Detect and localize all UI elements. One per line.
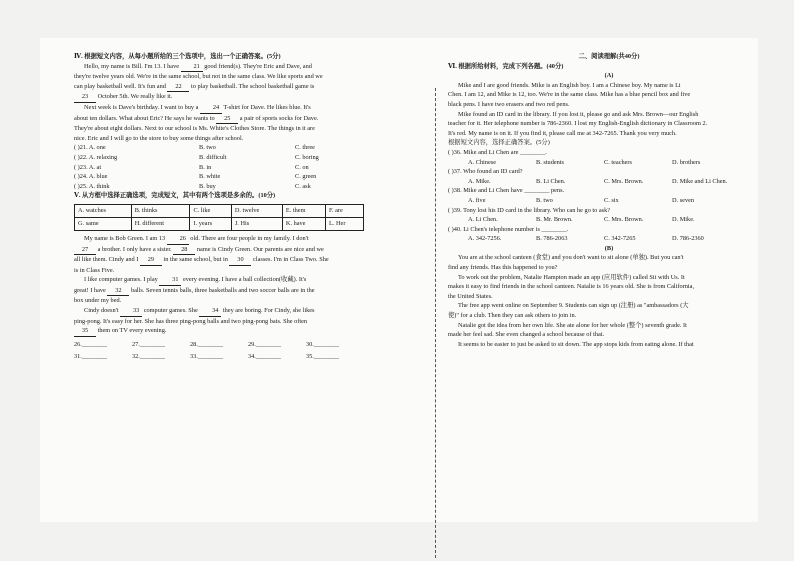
options-40	[448, 234, 770, 244]
passage-a-2	[448, 110, 770, 139]
passage-line: teacher for it. Her telephone number is 786-2360. I lost my English-English dictionary in Classroom 2.	[448, 120, 708, 128]
passage-line: You are at the school canteen (食堂) and you don't want to sit alone (单独). But you can't	[458, 254, 684, 262]
options-39	[448, 215, 770, 225]
passage-b-5	[448, 340, 770, 350]
passage-b-label: (B)	[604, 244, 614, 252]
answer-row-26-30	[74, 340, 404, 350]
option[interactable]: B. 786-2063	[536, 235, 568, 243]
option[interactable]: C. Mrs. Brown.	[604, 216, 644, 224]
passage-line: 使)" for a club. Then they can ask others to join in.	[448, 312, 577, 320]
word-option: G. same	[75, 217, 132, 230]
part-2-title: 二、阅读理解(共40分)	[578, 53, 640, 60]
passage-line: They're about eight dollars. Next to our school is Ms. White's Clothes Store. The things in it are	[74, 125, 315, 133]
passage-line: I like computer games. I play 31 every evening. I have a ball collection(收藏). It's	[74, 275, 404, 286]
word-option: K. have	[282, 217, 325, 230]
passage-line: can play basketball well. It's fun and 22 to play basketball. The school basketball game is	[74, 82, 404, 93]
answer-blank[interactable]: 34.________	[248, 353, 282, 361]
option[interactable]: C. Mrs. Brown.	[604, 177, 644, 185]
option[interactable]: A. 342-7256.	[468, 235, 502, 243]
options-36	[448, 158, 770, 168]
passage-line: Cindy doesn't 33 computer games. She 34 they are boring. For Cindy, she likes	[74, 306, 404, 317]
passage-b-3	[448, 301, 770, 320]
word-option: E. them	[282, 204, 325, 217]
exam-page	[40, 38, 758, 522]
word-option: B. thinks	[131, 204, 190, 217]
passage-line: 35 them on TV every evening.	[74, 326, 404, 337]
option[interactable]: D. Mike and Li Chen.	[672, 177, 728, 185]
passage-line: It seems to be easier to just be asked to sit down. The app stops kids from eating alone. If that	[458, 340, 694, 348]
option[interactable]: B. students	[536, 158, 564, 166]
question-21[interactable]: ( )21. A. one B. two C. three	[74, 144, 315, 152]
option[interactable]: C. 342-7265	[604, 235, 636, 243]
passage-line: is in Class Five.	[74, 266, 115, 274]
passage-line: It's red. My name is on it. If you find it, please call me at 342-7265. Thank you very much.	[448, 129, 677, 137]
question-38[interactable]: ( )38. Mike and Li Chen have ________ pens.	[448, 187, 565, 195]
answer-blank[interactable]: 28.________	[190, 340, 224, 348]
answer-row-31-35	[74, 352, 404, 362]
word-option: D. twelve	[231, 204, 282, 217]
passage-line: Next week is Dave's birthday. I want to buy a 24 T-shirt for Dave. He likes blue. It's	[74, 103, 404, 114]
section-6-title: Ⅵ. 根据所给材料，完成下列各题。(40分)	[448, 62, 564, 70]
word-option: L. Her	[325, 217, 363, 230]
question-40[interactable]: ( )40. Li Chen's telephone number is ________.	[448, 225, 569, 233]
sub-instruction: 根据短文内容，选择正确答案。(5分)	[448, 139, 550, 147]
passage-line: Chen. I am 12, and Mike is 12, too. We're in the same class. Mike has a blue pencil box and five	[448, 91, 691, 99]
question-22[interactable]: ( )22. A. relaxing B. difficult C. boring	[74, 153, 319, 161]
option[interactable]: A. Chinese	[468, 158, 496, 166]
word-box	[74, 204, 364, 231]
passage-1	[74, 62, 404, 103]
word-box-row	[75, 217, 364, 230]
answer-blank[interactable]: 31.________	[74, 353, 108, 361]
passage-line: great! I have 32 balls. Seven tennis balls, three basketballs and two soccer balls are in the	[74, 286, 404, 297]
option[interactable]: D. seven	[672, 196, 695, 204]
word-option: A. watches	[75, 204, 132, 217]
passage-line: 23 October 5th. We really like it.	[74, 92, 404, 103]
answer-blank[interactable]: 35.________	[306, 353, 340, 361]
passage-line: Natalie got the idea from her own life. She ate alone for her whole (整个) seventh grade. It	[458, 321, 687, 329]
passage-line: all like them. Cindy and I 29 in the same school, but in 30 classes. I'm in Class Two. She	[74, 255, 404, 266]
passage-line: The free app went online on September 9. Students can sign up (注册) as "ambassadors (大	[458, 302, 689, 310]
passage-a-label: (A)	[604, 72, 614, 80]
answer-blank[interactable]: 33.________	[190, 353, 224, 361]
option[interactable]: C. teachers	[604, 158, 632, 166]
section-4-title: Ⅳ. 根据短文内容，从每小题所给的三个选项中，选出一个正确答案。(5分)	[74, 53, 281, 60]
passage-line: the United States.	[448, 292, 493, 300]
passage-b-1	[448, 253, 770, 272]
passage-line: Mike found an ID card in the library. If you lost it, please go and ask Mrs. Brown—our English	[458, 110, 699, 118]
option[interactable]: D. brothers	[672, 158, 701, 166]
option[interactable]: A. five	[468, 196, 486, 204]
passage-line: they're twelve years old. We're in the same school, but not in the same class. We like sports and we	[74, 73, 323, 81]
question-23[interactable]: ( )23. A. at B. in C. on	[74, 163, 309, 171]
questions-21-25	[74, 143, 404, 191]
options-38	[448, 196, 770, 206]
right-column	[448, 52, 770, 349]
word-option: J. His	[231, 217, 282, 230]
passage-line: box under my bed.	[74, 297, 122, 305]
answer-blank[interactable]: 26.________	[74, 340, 108, 348]
passage-2	[74, 103, 404, 143]
passage-b-2	[448, 273, 770, 302]
word-option: C. like	[190, 204, 231, 217]
question-24[interactable]: ( )24. A. blue B. white C. green	[74, 173, 317, 181]
left-column	[74, 52, 404, 362]
options-37	[448, 177, 770, 187]
passage-4	[74, 275, 404, 306]
option[interactable]: C. six	[604, 196, 619, 204]
option[interactable]: D. 786-2360	[672, 235, 704, 243]
passage-line: To work out the problem, Natalie Hampton made an app (应用软件) called Sit with Us. It	[458, 273, 685, 281]
passage-line: Hello, my name is Bill. I'm 13. I have 21 good friend(s). They're Eric and Dave, and	[74, 62, 404, 73]
passage-3	[74, 234, 404, 275]
passage-line: made her feel sad. She even changed a school because of that.	[448, 331, 605, 339]
passage-5	[74, 306, 404, 337]
passage-b-4	[448, 321, 770, 340]
question-37[interactable]: ( )37. Who found an ID card?	[448, 168, 523, 176]
option[interactable]: B. Li Chen.	[536, 177, 566, 185]
section-5-title: Ⅴ. 从方框中选择正确选项，完成短文，其中有两个选项是多余的。(10分)	[74, 192, 276, 200]
word-box-row	[75, 204, 364, 217]
option[interactable]: B. Mr. Brown.	[536, 216, 573, 224]
answer-blank[interactable]: 32.________	[132, 353, 166, 361]
option[interactable]: B. two	[536, 196, 553, 204]
word-option: H. different	[131, 217, 190, 230]
passage-line: ping-pong. It's easy for her. She has three ping-pong balls and two ping-pong bats. She often	[74, 317, 308, 325]
word-option: F. are	[325, 204, 363, 217]
passage-line: about ten dollars. What about Eric? He says he wants to 25 a pair of sports socks for Dave.	[74, 114, 404, 125]
answer-blank[interactable]: 30.________	[306, 340, 340, 348]
answer-blank[interactable]: 29.________	[248, 340, 282, 348]
passage-line: nice. Eric and I will go to the store to buy some things after school.	[74, 134, 244, 142]
passage-a-1	[448, 81, 770, 110]
question-39[interactable]: ( )39. Tony lost his ID card in the library. Who can he go to ask?	[448, 206, 611, 214]
passage-line: makes it easy to find friends in the school canteen. Natalie is 16 years old. She is from California,	[448, 283, 695, 291]
word-option: I. years	[190, 217, 231, 230]
passage-line: My name is Bob Green. I am 13 26 old. There are four people in my family. I don't	[74, 234, 404, 245]
option[interactable]: D. Mike.	[672, 216, 695, 224]
passage-line: black pens. I have two erasers and two red pens.	[448, 100, 570, 108]
column-divider	[435, 88, 436, 558]
passage-line: find any friends. Has this happened to you?	[448, 264, 558, 272]
question-36[interactable]: ( )36. Mike and Li Chen are ________.	[448, 148, 547, 156]
option[interactable]: A. Li Chen.	[468, 216, 498, 224]
passage-line: Mike and I are good friends. Mike is an English boy. I am a Chinese boy. My name is Li	[458, 81, 681, 89]
question-25[interactable]: ( )25. A. think B. buy C. ask	[74, 182, 311, 190]
questions-36-40	[448, 148, 770, 244]
answer-blank[interactable]: 27.________	[132, 340, 166, 348]
option[interactable]: A. Mike.	[468, 177, 491, 185]
passage-line: 27 a brother. I only have a sister. 28 name is Cindy Green. Our parents are nice and we	[74, 245, 404, 256]
